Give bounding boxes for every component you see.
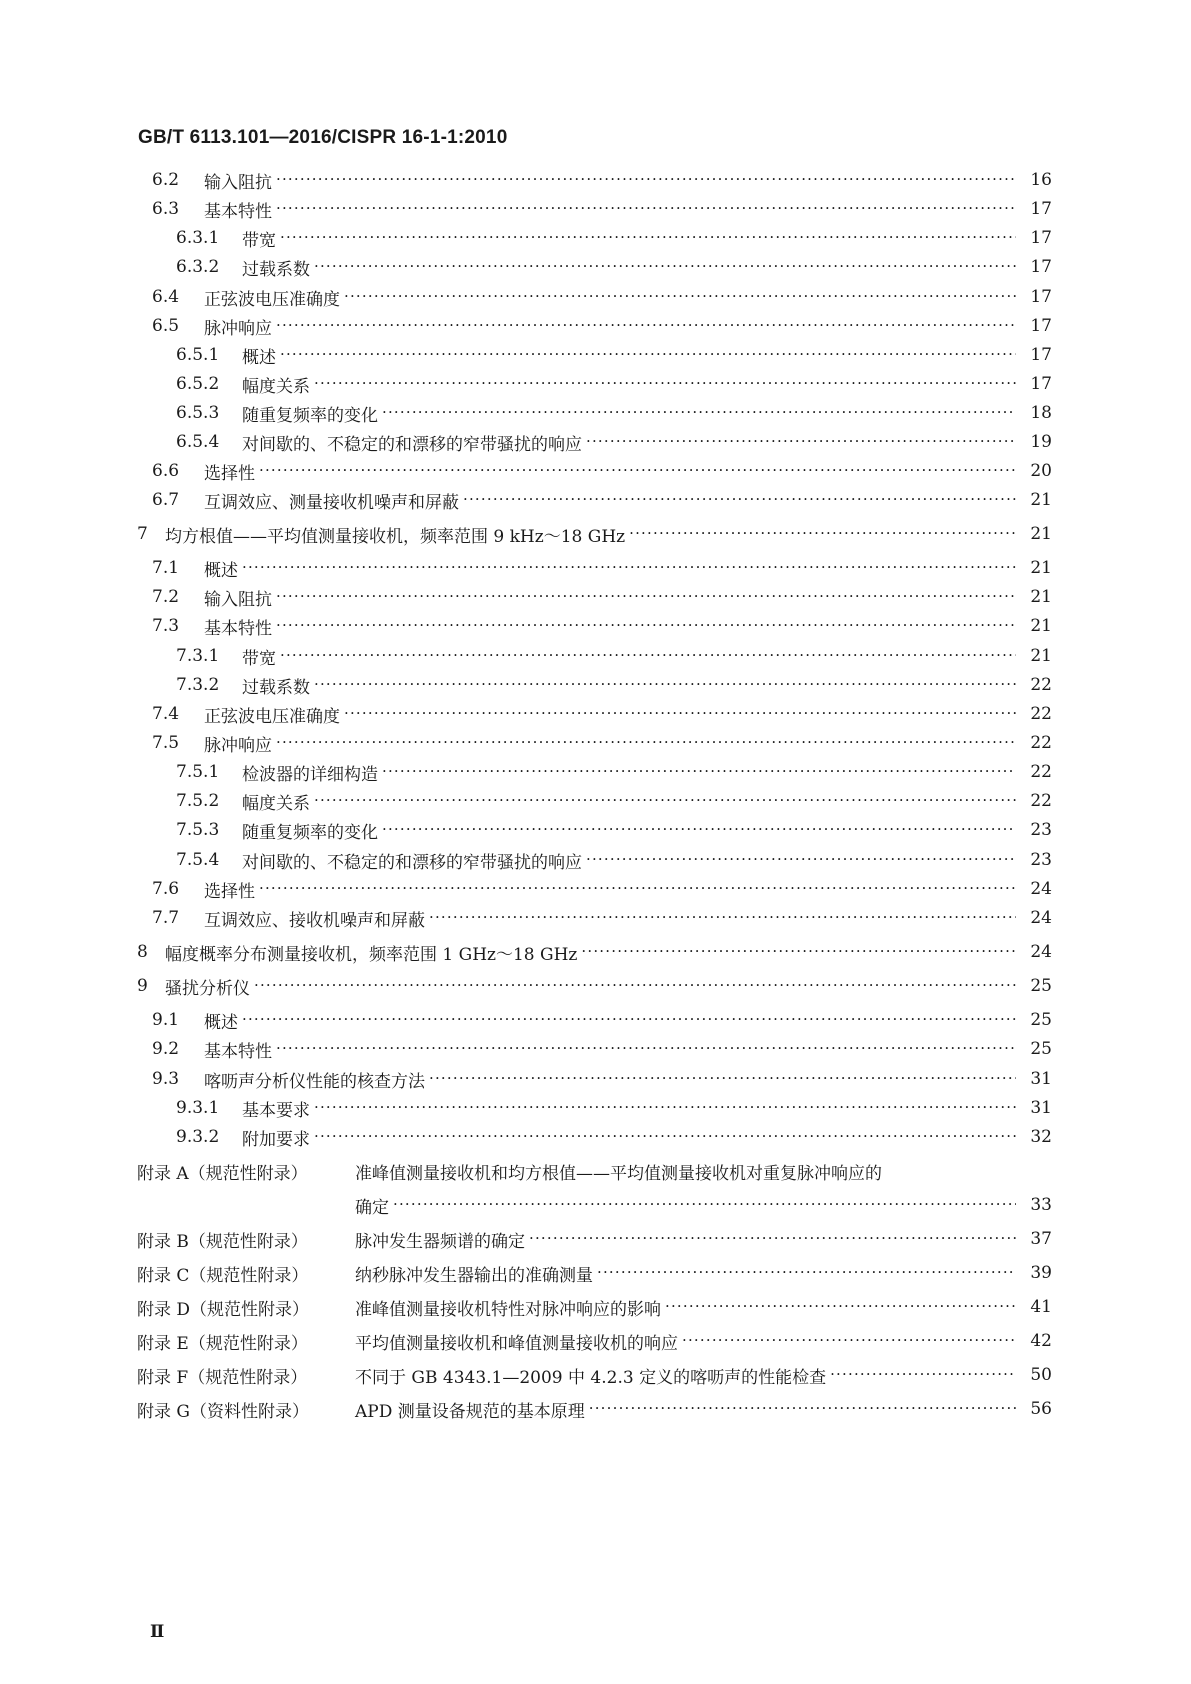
toc-entry-number: 7.3.1 bbox=[176, 646, 220, 666]
toc-entry-title: 确定 bbox=[355, 1197, 389, 1218]
toc-entry-number: 6.2 bbox=[152, 170, 180, 190]
toc-entry-page: 22 bbox=[1030, 762, 1052, 782]
toc-entry-title: 均方根值——平均值测量接收机，频率范围 9 kHz～18 GHz bbox=[165, 526, 626, 547]
toc-entry-title: 概述 bbox=[204, 560, 238, 581]
toc-entry-number: 7.5.2 bbox=[176, 791, 220, 811]
toc-entry-page: 42 bbox=[1030, 1331, 1052, 1351]
toc-entry-title: 选择性 bbox=[204, 881, 255, 902]
toc-entry-page: 19 bbox=[1030, 432, 1052, 452]
toc-entry-page: 21 bbox=[1030, 490, 1052, 510]
toc-entry-title: 纳秒脉冲发生器输出的准确测量 bbox=[355, 1265, 593, 1286]
toc-entry-number: 6.6 bbox=[152, 461, 180, 481]
toc-entry bbox=[176, 342, 1052, 368]
toc-entry bbox=[152, 905, 1052, 931]
toc-entry bbox=[137, 1396, 1052, 1422]
toc-entry bbox=[152, 1036, 1052, 1062]
toc-leader-dots bbox=[314, 672, 1016, 698]
toc-entry-number: 6.3.1 bbox=[176, 228, 220, 248]
toc-entry bbox=[152, 701, 1052, 727]
toc-leader-dots bbox=[314, 254, 1016, 280]
toc-leader-dots bbox=[597, 1260, 1016, 1286]
toc-leader-dots bbox=[259, 458, 1016, 484]
toc-leader-dots bbox=[280, 643, 1016, 669]
toc-entry bbox=[152, 876, 1052, 902]
toc-entry-page: 23 bbox=[1030, 850, 1052, 870]
toc-entry-page: 39 bbox=[1030, 1263, 1052, 1283]
toc-entry-page: 22 bbox=[1030, 675, 1052, 695]
toc-entry bbox=[137, 1260, 1052, 1286]
toc-entry-page: 25 bbox=[1030, 1039, 1052, 1059]
toc-entry bbox=[176, 254, 1052, 280]
toc-leader-dots bbox=[529, 1226, 1016, 1252]
toc-leader-dots bbox=[259, 876, 1016, 902]
toc-leader-dots bbox=[581, 939, 1016, 965]
toc-leader-dots bbox=[242, 1007, 1016, 1033]
toc-entry-number: 7.7 bbox=[152, 908, 180, 928]
document-header: GB/T 6113.101—2016/CISPR 16-1-1:2010 bbox=[138, 127, 508, 148]
toc-entry-title: 喀呖声分析仪性能的核查方法 bbox=[204, 1071, 425, 1092]
toc-leader-dots bbox=[276, 313, 1016, 339]
toc-leader-dots bbox=[280, 225, 1016, 251]
toc-entry-number: 6.5.2 bbox=[176, 374, 220, 394]
toc-entry-title: 对间歇的、不稳定的和漂移的窄带骚扰的响应 bbox=[242, 434, 582, 455]
toc-entry-title: 幅度关系 bbox=[242, 793, 310, 814]
toc-entry-number: 9.1 bbox=[152, 1010, 180, 1030]
toc-entry bbox=[152, 196, 1052, 222]
toc-entry-title: 概述 bbox=[242, 347, 276, 368]
toc-entry-page: 22 bbox=[1030, 791, 1052, 811]
toc-entry bbox=[176, 672, 1052, 698]
page-number: Ⅱ bbox=[150, 1622, 165, 1642]
toc-leader-dots bbox=[276, 1036, 1016, 1062]
toc-entry-page: 22 bbox=[1030, 733, 1052, 753]
toc-entry bbox=[176, 1095, 1052, 1121]
toc-entry-page: 17 bbox=[1030, 287, 1052, 307]
toc-leader-dots bbox=[589, 1396, 1016, 1422]
toc-leader-dots bbox=[314, 371, 1016, 397]
toc-entry bbox=[152, 613, 1052, 639]
toc-entry-page: 17 bbox=[1030, 228, 1052, 248]
toc-entry-page: 18 bbox=[1030, 403, 1052, 423]
toc-entry-page: 21 bbox=[1030, 616, 1052, 636]
toc-entry-title: 脉冲响应 bbox=[204, 318, 272, 339]
toc-entry bbox=[137, 1158, 1052, 1184]
toc-leader-dots bbox=[393, 1192, 1016, 1218]
toc-entry-page: 21 bbox=[1030, 646, 1052, 666]
toc-leader-dots bbox=[586, 429, 1016, 455]
toc-entry bbox=[152, 555, 1052, 581]
toc-entry-page: 33 bbox=[1030, 1195, 1052, 1215]
toc-entry-title: 互调效应、测量接收机噪声和屏蔽 bbox=[204, 492, 459, 513]
toc-entry bbox=[355, 1192, 1052, 1218]
toc-entry bbox=[137, 1226, 1052, 1252]
toc-entry-title: 检波器的详细构造 bbox=[242, 764, 378, 785]
toc-entry bbox=[152, 487, 1052, 513]
toc-entry-number: 6.3.2 bbox=[176, 257, 220, 277]
toc-entry-number: 8 bbox=[137, 942, 148, 962]
toc-entry-page: 21 bbox=[1030, 524, 1052, 544]
toc-leader-dots bbox=[276, 196, 1016, 222]
toc-entry-title: 幅度关系 bbox=[242, 376, 310, 397]
toc-entry bbox=[176, 788, 1052, 814]
toc-entry-page: 23 bbox=[1030, 820, 1052, 840]
toc-entry bbox=[152, 284, 1052, 310]
toc-entry bbox=[152, 1007, 1052, 1033]
toc-entry-title: 随重复频率的变化 bbox=[242, 822, 378, 843]
toc-entry bbox=[152, 730, 1052, 756]
toc-entry-number: 7.6 bbox=[152, 879, 180, 899]
toc-entry-title: 平均值测量接收机和峰值测量接收机的响应 bbox=[355, 1333, 678, 1354]
toc-entry-page: 25 bbox=[1030, 976, 1052, 996]
toc-entry-title: 正弦波电压准确度 bbox=[204, 706, 340, 727]
toc-entry-title: 输入阻抗 bbox=[204, 589, 272, 610]
toc-leader-dots bbox=[382, 400, 1016, 426]
toc-entry-title: 幅度概率分布测量接收机，频率范围 1 GHz～18 GHz bbox=[165, 944, 578, 965]
toc-entry-page: 25 bbox=[1030, 1010, 1052, 1030]
toc-entry-number: 6.5.3 bbox=[176, 403, 220, 423]
toc-entry-page: 24 bbox=[1030, 908, 1052, 928]
toc-entry-title: 对间歇的、不稳定的和漂移的窄带骚扰的响应 bbox=[242, 852, 582, 873]
toc-entry-number: 6.3 bbox=[152, 199, 180, 219]
toc-entry-page: 17 bbox=[1030, 199, 1052, 219]
toc-entry-number: 6.5.4 bbox=[176, 432, 220, 452]
toc-leader-dots bbox=[276, 613, 1016, 639]
toc-entry bbox=[152, 458, 1052, 484]
toc-leader-dots bbox=[629, 521, 1016, 547]
toc-entry-number: 9.3.1 bbox=[176, 1098, 220, 1118]
toc-entry-page: 21 bbox=[1030, 587, 1052, 607]
toc-leader-dots bbox=[429, 1066, 1016, 1092]
toc-entry-page: 41 bbox=[1030, 1297, 1052, 1317]
toc-entry-page: 32 bbox=[1030, 1127, 1052, 1147]
toc-entry-title: 基本特性 bbox=[204, 201, 272, 222]
toc-entry-title: 附加要求 bbox=[242, 1129, 310, 1150]
toc-entry-page: 22 bbox=[1030, 704, 1052, 724]
toc-leader-dots bbox=[463, 487, 1016, 513]
toc-entry bbox=[152, 167, 1052, 193]
toc-entry-number: 6.5 bbox=[152, 316, 180, 336]
toc-leader-dots bbox=[665, 1294, 1016, 1320]
toc-entry-number: 7.5.4 bbox=[176, 850, 220, 870]
toc-entry-title: 基本要求 bbox=[242, 1100, 310, 1121]
toc-entry-page: 17 bbox=[1030, 345, 1052, 365]
toc-entry bbox=[137, 521, 1052, 547]
toc-entry bbox=[176, 225, 1052, 251]
toc-entry-page: 17 bbox=[1030, 374, 1052, 394]
toc-entry-title: 不同于 GB 4343.1—2009 中 4.2.3 定义的喀呖声的性能检查 bbox=[355, 1367, 827, 1388]
toc-entry-title: 输入阻抗 bbox=[204, 172, 272, 193]
toc-leader-dots bbox=[586, 847, 1016, 873]
toc-entry-title: 选择性 bbox=[204, 463, 255, 484]
toc-entry-page: 56 bbox=[1030, 1399, 1052, 1419]
toc-entry-number: 附录 A（规范性附录） bbox=[137, 1163, 308, 1184]
toc-entry-page: 24 bbox=[1030, 879, 1052, 899]
toc-leader-dots bbox=[382, 817, 1016, 843]
toc-leader-dots bbox=[242, 555, 1016, 581]
toc-entry-number: 6.7 bbox=[152, 490, 180, 510]
toc-entry-number: 7.5.3 bbox=[176, 820, 220, 840]
toc-leader-dots bbox=[276, 730, 1016, 756]
toc-entry-page: 16 bbox=[1030, 170, 1052, 190]
toc-entry-page: 50 bbox=[1030, 1365, 1052, 1385]
toc-entry-title: 概述 bbox=[204, 1012, 238, 1033]
toc-entry-number: 7 bbox=[137, 524, 148, 544]
toc-entry-number: 附录 B（规范性附录） bbox=[137, 1231, 308, 1252]
toc-entry-number: 9.3 bbox=[152, 1069, 180, 1089]
toc-entry bbox=[137, 973, 1052, 999]
toc-leader-dots bbox=[314, 788, 1016, 814]
toc-entry bbox=[152, 584, 1052, 610]
toc-leader-dots bbox=[280, 342, 1016, 368]
toc-leader-dots bbox=[344, 284, 1016, 310]
toc-entry-title: 随重复频率的变化 bbox=[242, 405, 378, 426]
toc-entry-title: 带宽 bbox=[242, 230, 276, 251]
toc-entry-page: 20 bbox=[1030, 461, 1052, 481]
toc-leader-dots bbox=[276, 167, 1016, 193]
toc-entry-title: 互调效应、接收机噪声和屏蔽 bbox=[204, 910, 425, 931]
toc-entry-number: 附录 E（规范性附录） bbox=[137, 1333, 308, 1354]
toc-entry-number: 9.2 bbox=[152, 1039, 180, 1059]
toc-entry-title: 脉冲发生器频谱的确定 bbox=[355, 1231, 525, 1252]
toc-entry-title: 正弦波电压准确度 bbox=[204, 289, 340, 310]
toc-entry-number: 7.5 bbox=[152, 733, 180, 753]
toc-entry-page: 17 bbox=[1030, 316, 1052, 336]
toc-entry bbox=[176, 759, 1052, 785]
toc-entry bbox=[176, 1124, 1052, 1150]
toc-entry bbox=[137, 1362, 1052, 1388]
toc-entry-page: 31 bbox=[1030, 1098, 1052, 1118]
toc-entry-title: 基本特性 bbox=[204, 618, 272, 639]
toc-entry bbox=[176, 371, 1052, 397]
toc-entry bbox=[137, 939, 1052, 965]
toc-leader-dots bbox=[276, 584, 1016, 610]
toc-leader-dots bbox=[254, 973, 1016, 999]
toc-entry-number: 9.3.2 bbox=[176, 1127, 220, 1147]
toc-leader-dots bbox=[382, 759, 1016, 785]
toc-entry-number: 9 bbox=[137, 976, 148, 996]
toc-entry-title: 带宽 bbox=[242, 648, 276, 669]
toc-entry bbox=[176, 429, 1052, 455]
toc-entry-number: 6.5.1 bbox=[176, 345, 220, 365]
toc-entry-title: 脉冲响应 bbox=[204, 735, 272, 756]
toc-entry-number: 6.4 bbox=[152, 287, 180, 307]
toc-entry bbox=[137, 1294, 1052, 1320]
toc-entry-title: APD 测量设备规范的基本原理 bbox=[355, 1401, 585, 1422]
toc-entry-page: 37 bbox=[1030, 1229, 1052, 1249]
toc-entry-number: 7.3 bbox=[152, 616, 180, 636]
toc-entry-title: 过载系数 bbox=[242, 259, 310, 280]
toc-leader-dots bbox=[314, 1124, 1016, 1150]
toc-entry bbox=[152, 313, 1052, 339]
toc-entry-number: 7.5.1 bbox=[176, 762, 220, 782]
toc-leader-dots bbox=[682, 1328, 1016, 1354]
toc-entry-page: 31 bbox=[1030, 1069, 1052, 1089]
toc-entry-number: 附录 G（资料性附录） bbox=[137, 1401, 309, 1422]
toc-leader-dots bbox=[429, 905, 1016, 931]
toc-leader-dots bbox=[314, 1095, 1016, 1121]
toc-entry-number: 7.2 bbox=[152, 587, 180, 607]
toc-entry-number: 附录 C（规范性附录） bbox=[137, 1265, 309, 1286]
toc-entry-page: 17 bbox=[1030, 257, 1052, 277]
toc-entry-title: 过载系数 bbox=[242, 677, 310, 698]
toc-entry-page: 24 bbox=[1030, 942, 1052, 962]
toc-entry bbox=[176, 400, 1052, 426]
toc-entry-page: 21 bbox=[1030, 558, 1052, 578]
toc-leader-dots bbox=[830, 1362, 1016, 1388]
toc-entry-number: 7.4 bbox=[152, 704, 180, 724]
toc-entry-title: 准峰值测量接收机和均方根值——平均值测量接收机对重复脉冲响应的 bbox=[355, 1163, 882, 1184]
toc-entry-title: 基本特性 bbox=[204, 1041, 272, 1062]
toc-entry-title: 准峰值测量接收机特性对脉冲响应的影响 bbox=[355, 1299, 661, 1320]
toc-entry-number: 附录 D（规范性附录） bbox=[137, 1299, 310, 1320]
toc-entry bbox=[176, 643, 1052, 669]
toc-entry-number: 7.1 bbox=[152, 558, 180, 578]
toc-entry bbox=[176, 817, 1052, 843]
toc-entry bbox=[176, 847, 1052, 873]
toc-entry bbox=[137, 1328, 1052, 1354]
toc-leader-dots bbox=[344, 701, 1016, 727]
toc-entry-title: 骚扰分析仪 bbox=[165, 978, 250, 999]
toc-entry-number: 附录 F（规范性附录） bbox=[137, 1367, 308, 1388]
toc-entry bbox=[152, 1066, 1052, 1092]
toc-entry-number: 7.3.2 bbox=[176, 675, 220, 695]
